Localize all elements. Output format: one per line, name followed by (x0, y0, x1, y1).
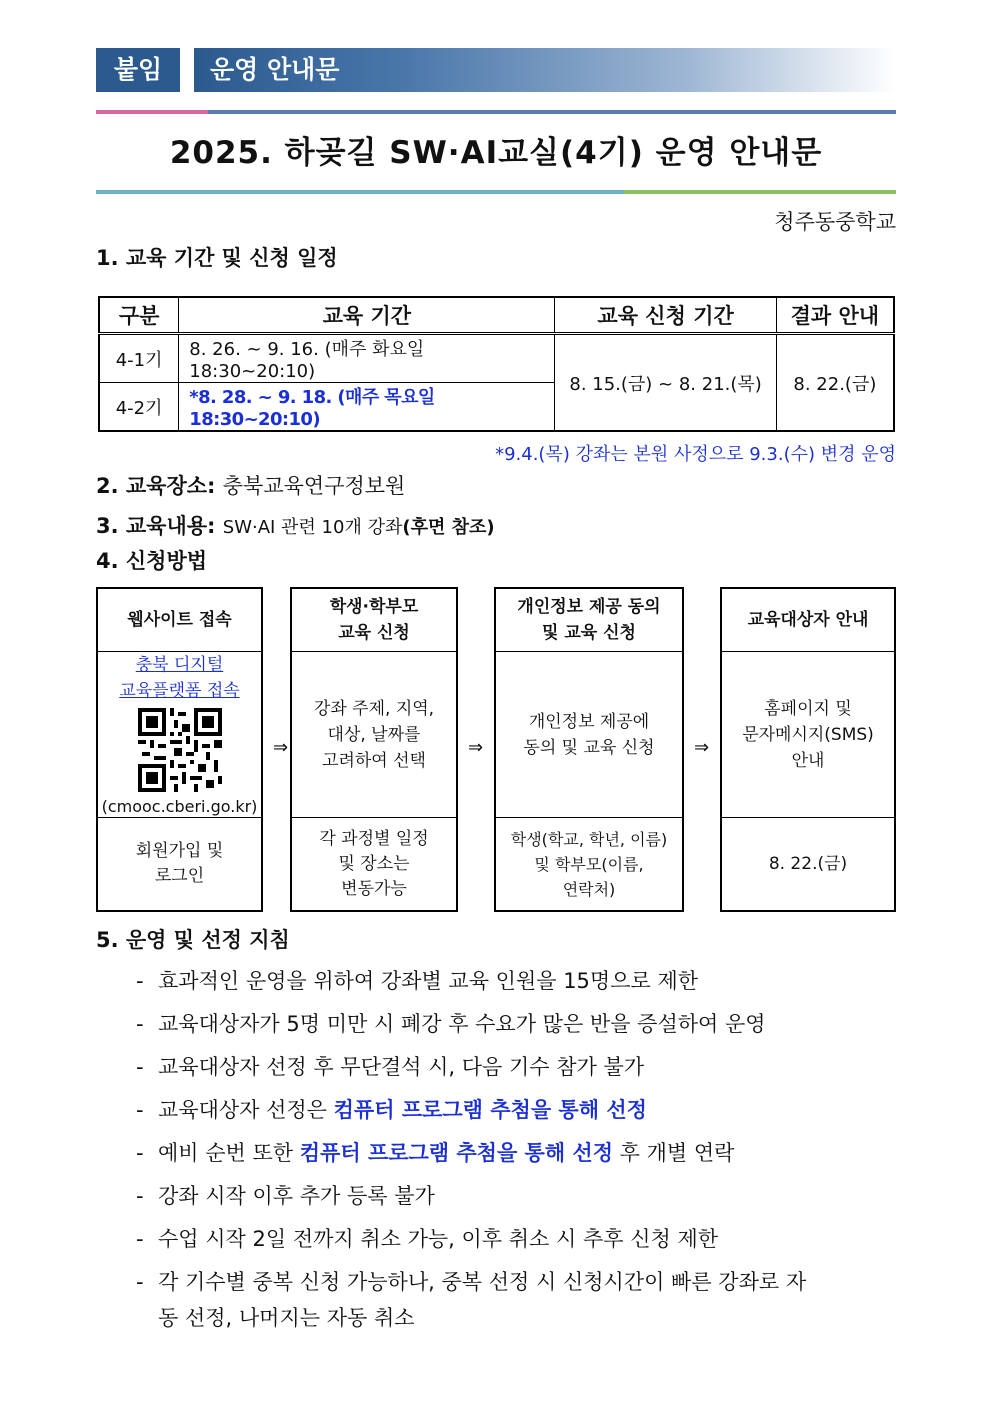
apply-period: 8. 15.(금) ~ 8. 21.(목) (555, 334, 776, 432)
footer-line: 회원가입 및 (135, 841, 224, 861)
row-period: 8. 26. ~ 9. 16. (매주 화요일 18:30~20:10) (179, 334, 555, 383)
platform-link-line2[interactable]: 교육플랫폼 접속 (119, 681, 240, 701)
footer-line: 변동가능 (341, 878, 407, 899)
result-date: 8. 22.(금) (776, 334, 894, 432)
section1-heading: 1. 교육 기간 및 신청 일정 (96, 246, 338, 270)
school-name: 청주동중학교 (774, 210, 896, 234)
step-notice-box (720, 587, 896, 912)
list-item (136, 1046, 896, 1089)
footer-line: 학생(학교, 학년, 이름) (510, 829, 668, 849)
section3-value: SW·AI 관련 10개 강좌 (222, 517, 403, 538)
section3-label: 3. 교육내용: (96, 514, 216, 538)
title-line: 및 교육 신청 (542, 623, 636, 643)
section3-line (96, 510, 495, 540)
row-period: *8. 28. ~ 9. 18. (매주 목요일 18:30~20:10) (179, 383, 555, 432)
step-title: 교육대상자 안내 (722, 589, 894, 652)
body-line: 문자메시지(SMS) (742, 725, 874, 745)
rule-text: 예비 순번 또한 (158, 1141, 300, 1165)
platform-link-line1[interactable]: 충북 디지털 (135, 655, 224, 675)
rule-text: 후 개별 연락 (613, 1141, 735, 1165)
list-item (136, 960, 896, 1003)
row-group: 4-1기 (99, 334, 179, 383)
step-consent-box (494, 587, 684, 912)
bottom-divider (96, 190, 896, 194)
footer-line: 및 장소는 (338, 853, 410, 874)
page-title: 2025. 하곶길 SW·AI교실(4기) 운영 안내문 (169, 135, 823, 171)
step-notice-footer: 8. 22.(금) (722, 817, 894, 910)
rule-text: 교육대상자 선정은 (158, 1098, 334, 1122)
arrow-right-icon: ⇒ (468, 737, 484, 758)
rule-text: 각 기수별 중복 신청 가능하나, 중복 선정 시 신청시간이 빠른 강좌로 자 (158, 1270, 807, 1294)
body-line: 고려하여 선택 (322, 751, 426, 771)
footer-line: 로그인 (154, 866, 205, 886)
rule-text: 교육대상자 선정 후 무단결석 시, 다음 기수 참가 불가 (158, 1055, 645, 1079)
body-line: 강좌 주제, 지역, (313, 699, 435, 719)
body-line: 개인정보 제공에 (528, 712, 650, 732)
top-divider (96, 110, 896, 114)
list-item (136, 1264, 896, 1336)
section3-suffix: (후면 참조) (402, 517, 495, 538)
step-website-box (96, 587, 263, 912)
footer-line: 연락처) (562, 879, 616, 899)
col-header-period: 교육 기간 (179, 297, 555, 334)
section4-heading: 4. 신청방법 (96, 549, 208, 573)
title-line: 교육 신청 (338, 623, 410, 643)
arrow-right-icon: ⇒ (694, 737, 710, 758)
row-group: 4-2기 (99, 383, 179, 432)
platform-url: (cmooc.cberi.go.kr) (101, 797, 258, 816)
body-line: 대상, 날짜를 (327, 725, 421, 745)
attachment-tag: 붙임 (96, 48, 180, 92)
step-consent-footer (496, 817, 682, 910)
body-line: 홈페이지 및 (764, 699, 852, 719)
col-header-apply: 교육 신청 기간 (555, 297, 776, 334)
header-band: 운영 안내문 (194, 48, 896, 92)
schedule-header-row (99, 297, 894, 334)
list-item (136, 1218, 896, 1261)
rule-text: 강좌 시작 이후 추가 등록 불가 (158, 1184, 435, 1208)
body-line: 안내 (791, 751, 825, 771)
rule-emphasis: 컴퓨터 프로그램 추첨을 통해 선정 (299, 1141, 613, 1165)
step-website-body (98, 651, 261, 819)
title-line: 학생·학부모 (329, 597, 419, 617)
step-notice-body (722, 651, 894, 819)
rule-text: 교육대상자가 5명 미만 시 폐강 후 수요가 많은 반을 증설하여 운영 (158, 1012, 766, 1036)
rule-emphasis: 컴퓨터 프로그램 추첨을 통해 선정 (333, 1098, 647, 1122)
rule-text: 수업 시작 2일 전까지 취소 가능, 이후 취소 시 추후 신청 제한 (158, 1227, 719, 1251)
section2-line (96, 470, 405, 500)
list-item (136, 1175, 896, 1218)
schedule-table (98, 296, 895, 432)
step-website-footer (98, 817, 261, 910)
title-line: 개인정보 제공 동의 (517, 597, 661, 617)
step-apply-footer (292, 817, 456, 910)
qr-code-icon[interactable] (138, 708, 222, 792)
section2-label: 2. 교육장소: (96, 474, 216, 498)
section5-heading: 5. 운영 및 선정 지침 (96, 928, 290, 952)
footer-line: 각 과정별 일정 (319, 828, 429, 849)
step-consent-body (496, 651, 682, 819)
step-title (496, 589, 682, 652)
schedule-note: *9.4.(목) 강좌는 본원 사정으로 9.3.(수) 변경 운영 (495, 444, 896, 465)
rules-list (136, 960, 896, 1336)
rule-text: 동 선정, 나머지는 자동 취소 (158, 1306, 415, 1330)
step-apply-box (290, 587, 458, 912)
step-title (292, 589, 456, 652)
list-item (136, 1132, 896, 1175)
list-item (136, 1089, 896, 1132)
step-apply-body (292, 651, 456, 819)
col-header-group: 구분 (99, 297, 179, 334)
arrow-right-icon: ⇒ (273, 737, 289, 758)
footer-line: 및 학부모(이름, (534, 854, 644, 874)
rule-text: 효과적인 운영을 위하여 강좌별 교육 인원을 15명으로 제한 (158, 969, 699, 993)
step-title: 웹사이트 접속 (98, 589, 261, 652)
list-item (136, 1003, 896, 1046)
table-row (99, 334, 894, 383)
section2-value: 충북교육연구정보원 (222, 474, 406, 498)
body-line: 동의 및 교육 신청 (523, 738, 655, 758)
col-header-result: 결과 안내 (776, 297, 894, 334)
